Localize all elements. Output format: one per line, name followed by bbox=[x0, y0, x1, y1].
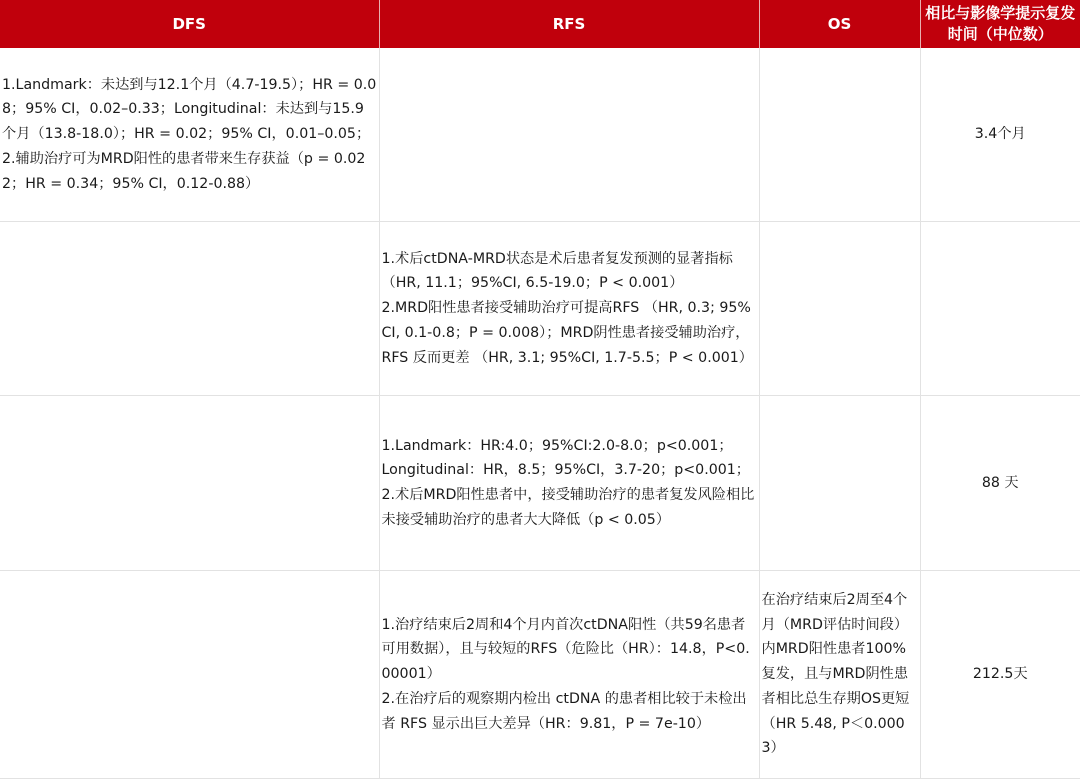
cell-text: 1.治疗结束后2周和4个月内首次ctDNA阳性（共59名患者可用数据），且与较短的RFS（危险比（HR）：14.8，P<0.00001） bbox=[381, 616, 750, 683]
cell-text: 2.术后MRD阳性患者中，接受辅助治疗的患者复发风险相比未接受辅助治疗的患者大大降低（p < 0.05） bbox=[381, 487, 755, 528]
cell-text: 2.在治疗后的观察期内检出 ctDNA 的患者相比较于未检出者 RFS 显示出巨大差异（HR：9.81，P = 7e-10） bbox=[381, 690, 747, 732]
header-dfs: DFS bbox=[0, 0, 379, 48]
cell-text: 88 天 bbox=[981, 474, 1019, 491]
cell-text: 在治疗结束后2周至4个月（MRD评估时间段）内MRD阳性患者100%复发，且与MRD阴性患者相比总生存期OS更短（HR 5.48, P＜0.0003） bbox=[761, 592, 910, 757]
dfs-cell bbox=[0, 48, 379, 222]
median-cell bbox=[920, 396, 1080, 571]
rfs-cell bbox=[379, 48, 759, 222]
dfs-cell bbox=[0, 571, 379, 779]
rfs-cell bbox=[379, 571, 759, 779]
cell-text: 3.4个月 bbox=[974, 126, 1026, 143]
median-cell bbox=[920, 571, 1080, 779]
cell-text: Longitudinal：HR，8.5；95%CI，3.7-20；p<0.001； bbox=[381, 462, 750, 479]
header-rfs: RFS bbox=[379, 0, 759, 48]
cell-text: 2.MRD阳性患者接受辅助治疗可提高RFS （HR, 0.3; 95%CI, 0.1-0.8；P = 0.008）；MRD阴性患者接受辅助治疗，RFS 反而更差 （HR, 3.1; 95%CI, 1.7-5.5；P < 0.001） bbox=[381, 300, 753, 366]
dfs-cell bbox=[0, 396, 379, 571]
table-row bbox=[0, 396, 1080, 571]
rfs-cell bbox=[379, 396, 759, 571]
cell-text: 1.术后ctDNA-MRD状态是术后患者复发预测的显著指标（HR, 11.1；95%CI, 6.5-19.0；P < 0.001） bbox=[381, 250, 733, 292]
cell-text: 1.Landmark：HR:4.0；95%CI:2.0-8.0；p<0.001； bbox=[381, 437, 733, 454]
header-median-recurrence-time: 相比与影像学提示复发时间（中位数） bbox=[920, 0, 1080, 48]
cell-text: 1.Landmark：未达到与12.1个月（4.7-19.5）；HR = 0.08；95% CI，0.02–0.33；Longitudinal：未达到与15.9个月（13.8-18.0）；HR = 0.02；95% CI，0.01–0.05； bbox=[2, 76, 377, 143]
cell-text: 2.辅助治疗可为MRD阳性的患者带来生存获益（p = 0.022；HR = 0.34；95% CI，0.12-0.88） bbox=[2, 150, 366, 192]
os-cell bbox=[759, 48, 920, 222]
header-row bbox=[0, 0, 1080, 48]
rfs-cell bbox=[379, 222, 759, 396]
os-cell bbox=[759, 222, 920, 396]
os-cell bbox=[759, 396, 920, 571]
median-cell bbox=[920, 222, 1080, 396]
median-cell bbox=[920, 48, 1080, 222]
os-cell bbox=[759, 571, 920, 779]
dfs-cell bbox=[0, 222, 379, 396]
table-row bbox=[0, 571, 1080, 779]
cell-text: 212.5天 bbox=[972, 666, 1028, 683]
header-os: OS bbox=[759, 0, 920, 48]
table-row bbox=[0, 48, 1080, 222]
table-row bbox=[0, 222, 1080, 396]
